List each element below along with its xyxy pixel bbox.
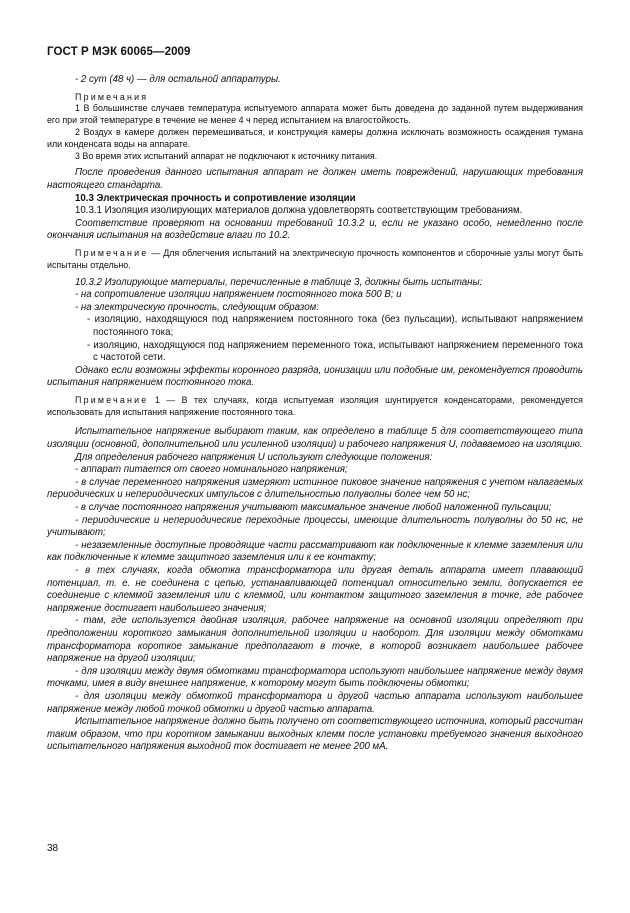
note-paragraph bbox=[47, 395, 583, 419]
list-item: - для изоляции между двумя обмотками трансформатора используют наибольшее напряжение между двумя точками, имея в виду внешнее напряжение, к которому могут быть подключены обмотки; bbox=[47, 665, 583, 690]
note-item: 1 В большинстве случаев температура испытуемого аппарата может быть доведена до заданной путем выдерживания его при этой температуре в течение не менее 4 ч перед испытанием на влагостойкость. bbox=[47, 103, 583, 126]
list-item: - для изоляции между обмоткой трансформатора и другой частью аппарата используют наибольшее напряжение между любой точкой обмотки и другой частью аппарата. bbox=[47, 690, 583, 715]
note-paragraph bbox=[47, 248, 583, 272]
paragraph: Испытательное напряжение выбирают таким, как определено в таблице 5 для соответствующего типа изоляции (основной, дополнительной или усиленной изоляции) и рабочего напряжения U, подаваемого на изоляцию. bbox=[47, 426, 583, 451]
paragraph: После проведения данного испытания аппарат не должен иметь повреждений, нарушающих требования настоящего стандарта. bbox=[47, 167, 583, 191]
note-label: Примечание bbox=[75, 247, 149, 258]
note-text: 1 — В тех случаях, когда испытуемая изоляция шунтируется конденсаторами, рекомендуется использовать для испытания напряжение постоянного тока. bbox=[47, 394, 583, 417]
note-item: 3 Во время этих испытаний аппарат не подключают к источнику питания. bbox=[75, 150, 378, 161]
document-header: ГОСТ Р МЭК 60065—2009 bbox=[47, 46, 191, 58]
list-item: - в случае переменного напряжения измеряют истинное пиковое значение напряжения с учетом налагаемых периодических и непериодических импульсов с длительностью полуволны более чем 50 нс; bbox=[47, 476, 583, 501]
list-item: - на сопротивление изоляции напряжением постоянного тока 500 В; и bbox=[75, 289, 402, 301]
list-item: - 2 сут (48 ч) — для остальной аппаратуры. bbox=[75, 74, 281, 85]
paragraph: Соответствие проверяют на основании требований 10.3.2 и, если не указано особо, немедленно после окончания испытания на воздействие влаги по 10.2. bbox=[47, 217, 583, 242]
note-item: 2 Воздух в камере должен перемешиваться, и конструкция камеры должна исключать возможность осаждения тумана или конденсата воды на аппарате. bbox=[47, 126, 583, 149]
section-heading: 10.3 Электрическая прочность и сопротивление изоляции bbox=[75, 192, 356, 204]
list-item: - периодические и непериодические переходные процессы, имеющие длительность полуволны до 50 нс, не учитывают; bbox=[47, 514, 583, 539]
note-text: — Для облегчения испытаний на электрическую прочность компонентов и сборочные узлы могут быть испытаны отдельно. bbox=[47, 247, 583, 270]
page-number: 38 bbox=[47, 843, 59, 854]
note-label: Примечание bbox=[75, 394, 149, 405]
note-heading: Примечания bbox=[75, 91, 149, 102]
list-item: - аппарат питается от своего номинального напряжения; bbox=[75, 464, 348, 476]
paragraph: Для определения рабочего напряжения U используют следующие положения: bbox=[75, 451, 433, 463]
list-item: - там, где используется двойная изоляция, рабочее напряжение на основной изоляции определяют при предположении короткого замыкания дополнительной изоляции и наоборот. Для изоляции между обмотками трансформатора короткое замыкание предполагают в точке, в которой возникает наибольшее рабочее напряжение на другой изоляции; bbox=[47, 615, 583, 665]
paragraph: Испытательное напряжение должно быть получено от соответствующего источника, который рассчитан таким образом, что при коротком замыкании выходных клемм после установки требуемого значения выходного испытательного напряжения выходной ток достигает не менее 200 мА. bbox=[47, 716, 583, 753]
list-item: - незаземленные доступные проводящие части рассматривают как подключенные к клемме заземления или как подключенные к клемме защитного заземления или к ее контакту; bbox=[47, 539, 583, 564]
document-body bbox=[47, 74, 583, 754]
paragraph: 10.3.2 Изолирующие материалы, перечисленные в таблице 3, должны быть испытаны: bbox=[75, 276, 483, 288]
sub-list-item: - изоляцию, находящуюся под напряжением переменного тока, испытывают напряжением переменного тока с частотой сети. bbox=[87, 339, 583, 364]
paragraph: 10.3.1 Изоляция изолирующих материалов должна удовлетворять соответствующим требованиям. bbox=[75, 205, 523, 217]
list-item: - на электрическую прочность, следующим образом: bbox=[75, 301, 319, 313]
list-item: - в тех случаях, когда обмотка трансформатора или другая деталь аппарата имеет плавающий потенциал, т. е. не соединена с цепью, устанавливающей потенциал относительно земли, допускается ее соединение с клеммой заземления или с клеммой, или контактом защитного заземления в точке, где рабочее напряжение достигает наибольшего значения; bbox=[47, 565, 583, 614]
list-item: - в случае постоянного напряжения учитывают максимальное значение любой наложенной пульсации; bbox=[75, 502, 552, 514]
paragraph: Однако если возможны эффекты коронного разряда, ионизации или подобные им, рекомендуется проводить испытания напряжением постоянного тока. bbox=[47, 364, 583, 389]
sub-list-item: - изоляцию, находящуюся под напряжением постоянного тока (без пульсации), испытывают напряжением постоянного тока; bbox=[87, 314, 583, 338]
